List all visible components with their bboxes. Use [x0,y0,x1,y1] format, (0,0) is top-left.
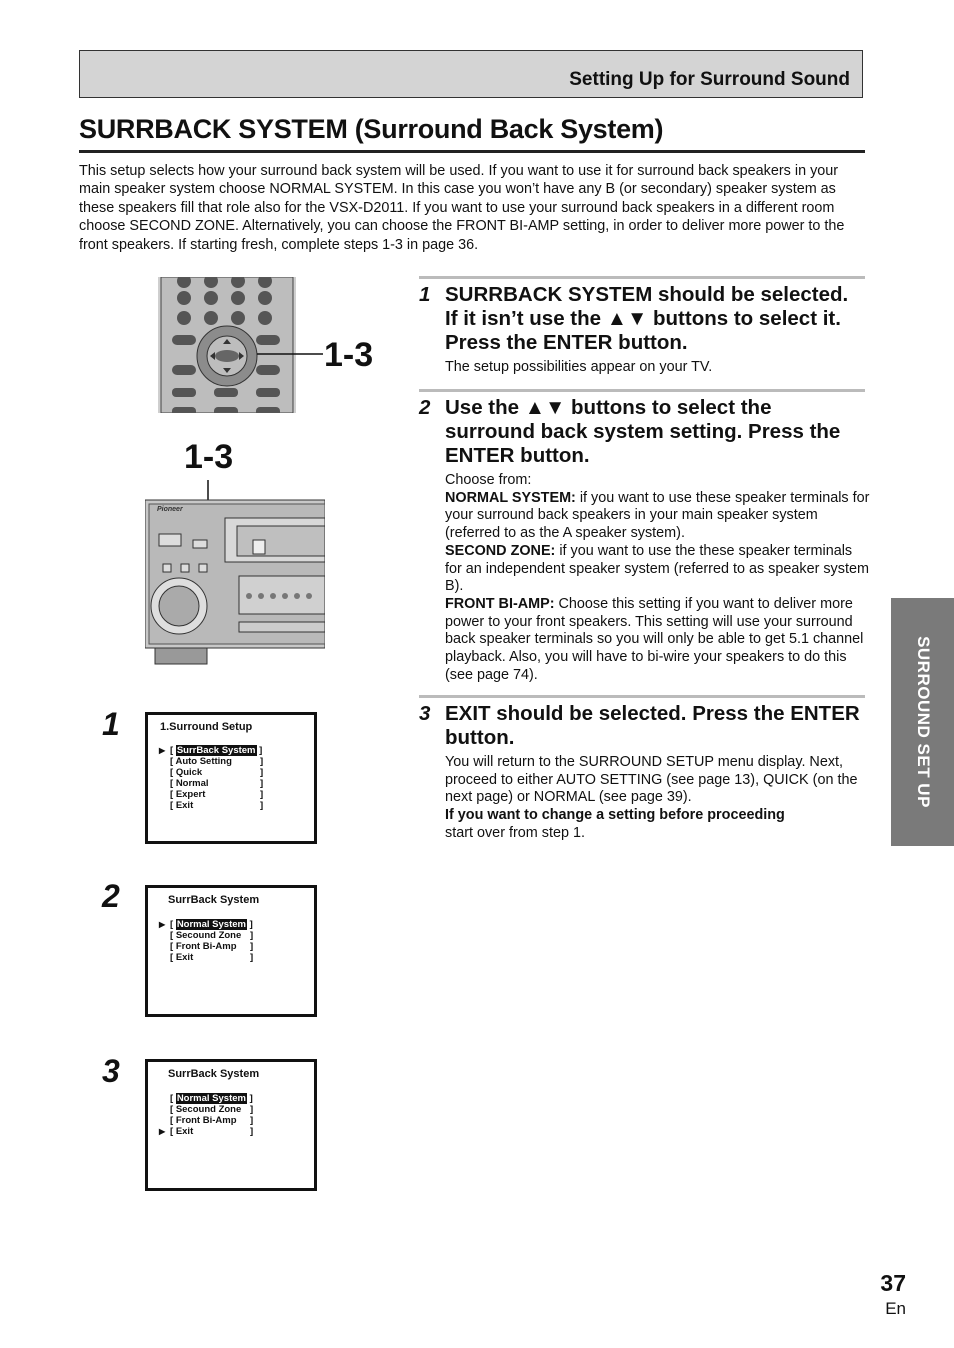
receiver-brand: Pioneer [157,506,183,513]
step-2-body [445,472,870,684]
screen-1-title: 1.Surround Setup [160,721,253,733]
screen-3-brackets: ] ] ] [250,1104,254,1137]
step-3-heading-text: EXIT should be selected. Press the ENTER button. [445,702,860,749]
receiver-callout-label: 1-3 [184,438,234,476]
step-1-heading-text: SURRBACK SYSTEM should be selected. If it isn’t use the ▲▼ buttons to select it. Press the ENTER button. [445,283,849,354]
screen-2-item: [ Front Bi-Amp [170,941,237,952]
screen-2-item: [ Secound Zone [170,930,242,941]
screen-1-item: [ Auto Setting [170,756,232,767]
option-second-zone: SECOND ZONE: if you want to use the these speaker terminals for an independent speaker system (referred to as speaker system B). [445,542,869,595]
step-1-rule [419,276,865,279]
language-code: En [885,1299,906,1318]
tv-screen-2 [145,885,317,1017]
step-2-heading-text: Use the ▲▼ buttons to select the surround back system setting. Press the ENTER button. [445,396,841,467]
receiver-illustration [145,498,325,666]
option-normal-system: NORMAL SYSTEM: if you want to use these speaker terminals for your surround back speakers in your main speaker system (referred to as the A speaker system). [445,489,870,542]
screen-1-item: [ Quick [170,767,203,778]
step-3-body-text: You will return to the SURROUND SETUP menu display. Next, proceed to either AUTO SETTING (see page 13), QUICK (on the next page) or NORMAL (see page 39). [445,754,858,806]
screen-3-item: [ Exit [170,1126,194,1137]
screen-3-title: SurrBack System [168,1068,260,1080]
screen-1-item: [ Normal [170,778,209,789]
screen-1-cursor-icon: ▶ [159,746,166,755]
screen-1-brackets: ] ] ] ] ] [260,756,264,811]
screen-2-item: [ Exit [170,952,194,963]
screen-2-title: SurrBack System [168,894,260,906]
screen-1-item: [ SurrBack System ] [170,745,263,756]
intro-paragraph: This setup selects how your surround back system will be used. If you want to use it for surround back speakers in your main speaker system choose NORMAL SYSTEM. In this case you won’t have any B (or secondary) speaker system as these speakers fill that role also for the VSX-D2011. If you want to use your surround back speakers in a different room choose SECOND ZONE. Alternatively, you can choose the FRONT BI-AMP setting, in order to deliver more power to the front speakers. If starting fresh, complete steps 1-3 in page 36. [79,163,845,253]
page-number: 37 [880,1270,906,1296]
remote-callout-line [255,340,325,370]
step-2-rule [419,389,865,392]
screen-2-label: 2 [102,878,120,914]
step-1-number: 1 [419,283,431,306]
step-1-body: The setup possibilities appear on your TV. [445,359,713,375]
step-3-number: 3 [419,702,431,725]
screen-1-label: 1 [102,706,120,742]
screen-1-item: [ Expert [170,789,206,800]
receiver-drawing [145,498,325,666]
step-3-rule [419,695,865,698]
screen-3-cursor-icon: ▶ [159,1127,166,1136]
step-3-note-rest: start over from step 1. [445,824,585,841]
step-3-body [445,754,870,843]
step-2-number: 2 [419,396,431,419]
screen-3-item: [ Secound Zone [170,1104,242,1115]
side-tab-label: SURROUND SET UP [913,636,933,808]
screen-3-item: [ Front Bi-Amp [170,1115,237,1126]
screen-3-label: 3 [102,1053,120,1089]
option-front-bi-amp: FRONT BI-AMP: Choose this setting if you want to deliver more power to your front speakers. This setting will use your surround back speaker terminals so you will only be able to get 5.1 channel playback. Also, you will have to bi-wire your speakers to do this (see page 74). [445,595,864,683]
screen-2-cursor-icon: ▶ [159,920,166,929]
screen-2-brackets: ] ] ] [250,930,254,963]
screen-2-item: [ Normal System ] [170,919,253,930]
screen-1-item: [ Exit [170,800,194,811]
page-title: SURRBACK SYSTEM (Surround Back System) [79,114,664,144]
section-title: Setting Up for Surround Sound [569,69,850,90]
tv-screen-3 [145,1059,317,1191]
choose-from-label: Choose from: [445,472,532,488]
remote-callout-label: 1-3 [324,336,374,374]
title-rule [79,150,865,153]
section-header-band [79,50,863,98]
tv-screen-1 [145,712,317,844]
side-tab [891,598,954,846]
screen-3-item: [ Normal System ] [170,1093,253,1104]
step-3-note: If you want to change a setting before proceeding [445,807,785,824]
